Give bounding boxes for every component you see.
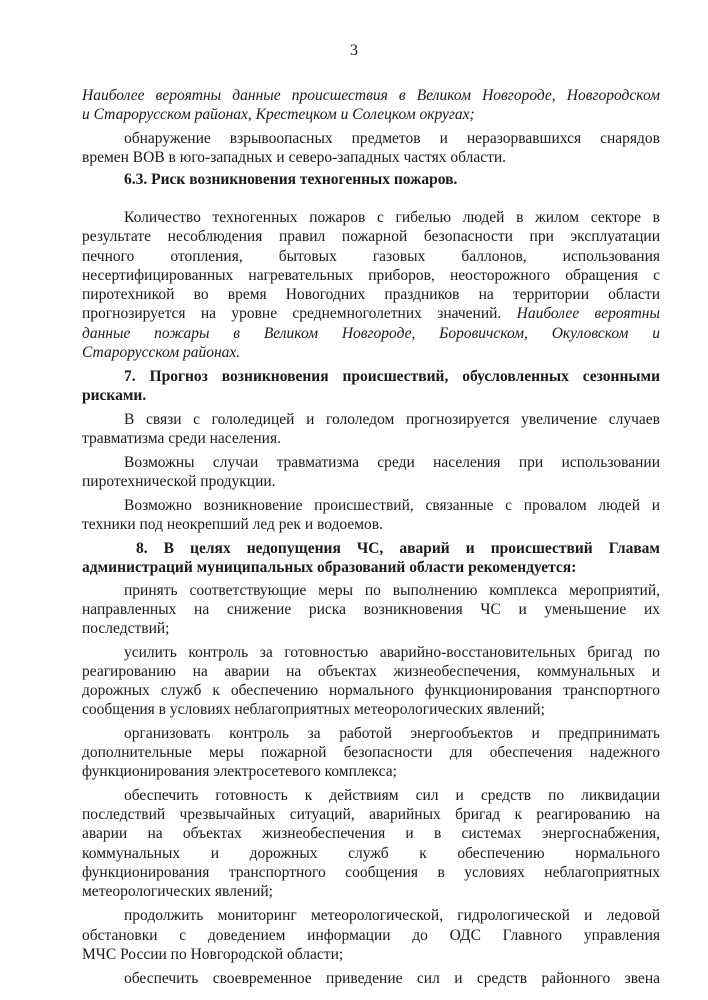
text-line: техники под неокрепший лед рек и водоемов. bbox=[82, 516, 383, 533]
text-line: дорожных служб к обеспечению нормального функционирования транспортного bbox=[82, 682, 660, 699]
text-line: Количество техногенных пожаров с гибелью людей в жилом секторе в bbox=[124, 209, 660, 226]
text-line: усилить контроль за готовностью аварийно-восстановительных бригад по bbox=[124, 644, 660, 661]
text-line: функционирования транспортного сообщения в условиях неблагоприятных bbox=[82, 864, 660, 881]
text-line: 7. Прогноз возникновения происшествий, обусловленных сезонными bbox=[124, 368, 660, 385]
text-line: Возможно возникновение происшествий, связанные с провалом людей и bbox=[124, 497, 660, 514]
text-line: Возможны случаи травматизма среди населения при использовании bbox=[124, 454, 660, 471]
text-line: организовать контроль за работой энергообъектов и предпринимать bbox=[124, 725, 660, 742]
text-line: принять соответствующие меры по выполнению комплекса мероприятий, bbox=[124, 582, 660, 599]
text-line: обнаружение взрывоопасных предметов и неразорвавшихся снарядов bbox=[124, 130, 660, 147]
text-line: администраций муниципальных образований области рекомендуется: bbox=[82, 559, 577, 576]
text-line: В связи с гололедицей и гололедом прогнозируется увеличение случаев bbox=[124, 411, 660, 428]
text-line: Старорусском районах. bbox=[82, 344, 241, 361]
text-line: печного отопления, бытовых газовых баллонов, использования bbox=[82, 248, 660, 265]
text-line: и Старорусском районах, Крестецком и Солецком округах; bbox=[82, 106, 475, 123]
text-line: пиротехнической продукции. bbox=[82, 473, 276, 490]
text-line: функционирования электросетевого комплекса; bbox=[82, 763, 397, 780]
text-line: направленных на снижение риска возникновения ЧС и уменьшение их bbox=[82, 601, 660, 618]
text-line: данные пожары в Великом Новгороде, Боровичском, Окуловском и bbox=[82, 325, 660, 342]
text-line: сообщения в условиях неблагоприятных метеорологических явлений; bbox=[82, 701, 545, 718]
page-number: 3 bbox=[350, 42, 358, 59]
text-line: рисками. bbox=[82, 387, 147, 404]
text-line: дополнительные меры пожарной безопасности для обеспечения надежного bbox=[82, 744, 660, 761]
text-regular: прогнозируется на уровне среднемноголетних значений. bbox=[82, 305, 517, 322]
text-line: обеспечить готовность к действиям сил и средств по ликвидации bbox=[124, 787, 660, 804]
text-line: Наиболее вероятны данные происшествия в Великом Новгороде, Новгородском bbox=[82, 87, 660, 104]
text-line: реагированию на аварии на объектах жизнеобеспечения, коммунальных и bbox=[82, 663, 660, 680]
text-line: 8. В целях недопущения ЧС, аварий и происшествий Главам bbox=[136, 540, 660, 557]
text-line: последствий; bbox=[82, 620, 170, 637]
text-line: коммунальных и дорожных служб к обеспечению нормального bbox=[82, 845, 660, 862]
text-line: продолжить мониторинг метеорологической, гидрологической и ледовой bbox=[124, 907, 660, 924]
text-line: травматизма среди населения. bbox=[82, 430, 281, 447]
text-line: аварии на объектах жизнеобеспечения и в системах энергоснабжения, bbox=[82, 825, 660, 842]
text-line: последствий чрезвычайных ситуаций, аварийных бригад к реагированию на bbox=[82, 806, 660, 823]
text-line: обеспечить своевременное приведение сил и средств районного звена bbox=[124, 970, 660, 987]
text-italic: Наиболее вероятны bbox=[516, 305, 660, 322]
text-line: пиротехникой во время Новогодних праздников на территории области bbox=[82, 286, 660, 303]
text-line: времен ВОВ в юго-западных и северо-западных частях области. bbox=[82, 149, 507, 166]
text-line: обстановки с доведением информации до ОДС Главного управления bbox=[82, 927, 660, 944]
text-line: несертифицированных нагревательных приборов, неосторожного обращения с bbox=[82, 267, 660, 284]
text-line bbox=[82, 304, 660, 323]
text-line: результате несоблюдения правил пожарной безопасности при эксплуатации bbox=[82, 228, 660, 245]
text-line: 6.3. Риск возникновения техногенных пожаров. bbox=[124, 171, 458, 188]
text-line: метеорологических явлений; bbox=[82, 883, 273, 900]
text-line: МЧС России по Новгородской области; bbox=[82, 946, 344, 963]
